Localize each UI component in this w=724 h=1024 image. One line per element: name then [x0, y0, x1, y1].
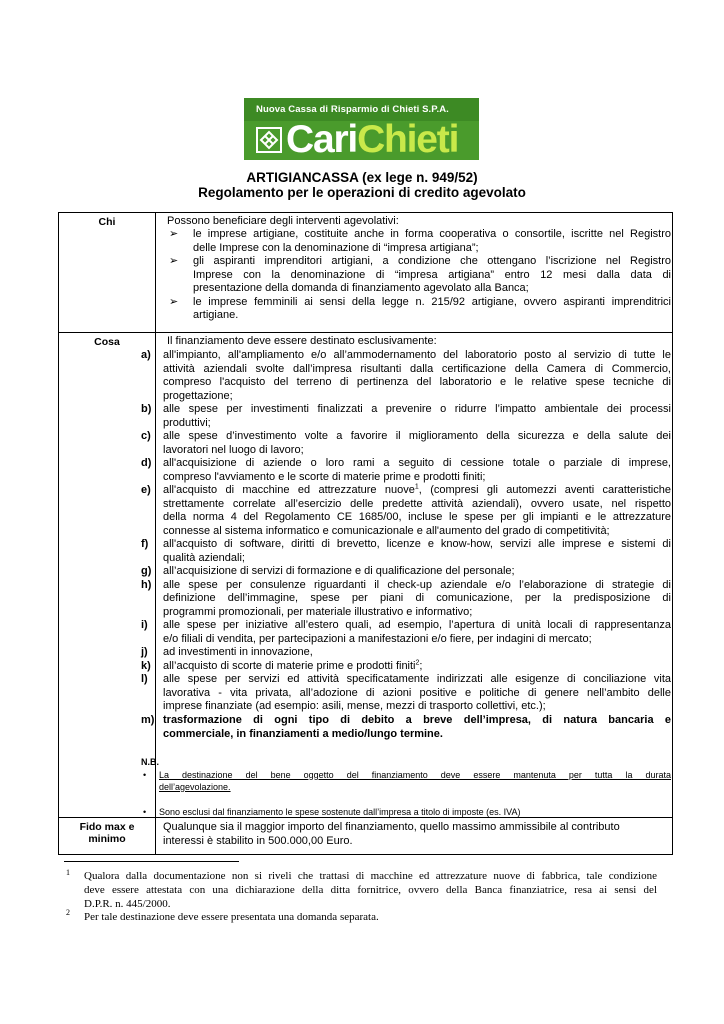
list-item: alle spese d’investimento volte a favorire il miglioramento della sicurezza e della salute dei	[163, 430, 671, 442]
list-item: alle spese per investimenti finalizzati a prevenire o ridurre l’impatto ambientale dei processi	[163, 403, 671, 415]
item-letter: k)	[141, 659, 151, 672]
list-item: alle spese per iniziative all’estero quali, ad esempio, l’apertura di unità locali di rappresentanza	[163, 619, 671, 631]
list-item: le imprese femminili ai sensi della legge n. 215/92 artigiane, ovvero aspiranti imprenditrici	[193, 295, 671, 308]
item-letter: j)	[141, 646, 148, 658]
list-item: lavoratori nel luogo di lavoro;	[163, 443, 304, 456]
page-title: ARTIGIANCASSA (ex lege n. 949/52)	[246, 170, 478, 185]
logo-subtitle: Nuova Cassa di Risparmio di Chieti S.P.A.	[256, 104, 449, 115]
footnote-ref[interactable]: 1	[414, 483, 419, 491]
nb-title: N.B.	[141, 757, 159, 767]
page-subtitle: Regolamento per le operazioni di credito agevolato	[198, 185, 526, 200]
arrow-bullet-icon: ➢	[169, 295, 179, 308]
bullet-icon: •	[143, 807, 147, 817]
row-cosa	[58, 332, 673, 818]
arrow-bullet-icon: ➢	[169, 228, 179, 240]
list-item: trasformazione di ogni tipo di debito a breve dell’impresa, di natura bancaria e	[163, 714, 671, 726]
chi-intro: Possono beneficiare degli interventi agevolativi:	[167, 215, 399, 227]
list-item: connesse al sistema informatico e comunicazionale e all'aumento del grado di competitività;	[163, 524, 610, 537]
footnote-text: Per tale destinazione deve essere presentata una domanda separata.	[84, 911, 379, 923]
footnote-text: D.P.R. n. 445/2000.	[84, 898, 171, 910]
list-item: strettamente correlate all’esercizio delle predette attività aziendali), ovvero usate, nel rispetto	[163, 497, 671, 510]
footnote-text: deve essere attestata con una dichiarazione della ditta fornitrice, ovvero della Banca finanziatrice, resa ai sensi del	[84, 884, 657, 896]
item-letter: l)	[141, 673, 148, 685]
list-item: alle spese per consulenze riguardanti il check-up aziendale e/o l’elaborazione di strategie di	[163, 578, 671, 591]
footnote-text: Qualora dalla documentazione non si riveli che trattasi di macchine ed attrezzature nuove di fabbrica, tale condizione	[84, 870, 657, 882]
list-item: definizione dell’immagine, spese per piani di comunicazione, per la predisposizione di	[163, 592, 671, 604]
item-letter: a)	[141, 349, 151, 361]
carichieti-mark-icon	[256, 127, 282, 153]
list-item: compreso l'acquisto del terreno di pertinenza del laboratorio e le relative spese tecniche di	[163, 376, 671, 388]
nb-item: La destinazione del bene oggetto del finanziamento deve essere mantenuta per tutta la durata	[159, 770, 671, 780]
list-item: commerciale, in finanziamenti a medio/lungo termine.	[163, 728, 443, 740]
list-item: compreso l'avviamento e le scorte di materie prime e prodotti finiti;	[163, 470, 486, 483]
list-item: qualità aziendali;	[163, 551, 245, 564]
fido-text: interessi è stabilito in 500.000,00 Euro.	[163, 834, 353, 847]
list-item: ad investimenti in innovazione,	[163, 646, 313, 658]
footnote-number: 2	[66, 908, 70, 917]
row-label-fido-2: minimo	[88, 833, 126, 845]
bullet-icon: •	[143, 770, 147, 780]
arrow-bullet-icon: ➢	[169, 255, 179, 267]
row-fido	[58, 817, 673, 855]
list-item: imprese finanziate (ad esempio: asili, mense, mezzi di trasporto collettivi, etc.);	[163, 700, 546, 712]
footnote-number: 1	[66, 868, 70, 877]
fido-text: Qualunque sia il maggior importo del finanziamento, quello massimo ammissibile al contributo	[163, 821, 620, 833]
item-letter: g)	[141, 565, 152, 577]
nb-item: Sono esclusi dal finanziamento le spese sostenute dall’impresa a titolo di imposte (es. IVA)	[159, 807, 521, 817]
item-letter: e)	[141, 484, 151, 496]
list-item: all’acquisto di scorte di materie prime e prodotti finiti$^2$;	[163, 658, 423, 672]
logo-name: CariChieti	[286, 118, 459, 161]
cosa-intro: Il finanziamento deve essere destinato esclusivamente:	[167, 335, 437, 347]
item-letter: c)	[141, 430, 151, 442]
list-item: delle Imprese con la denominazione di “impresa artigiana”;	[193, 241, 479, 254]
list-item: attività aziendali svolte dall’impresa risultanti dalla certificazione della Camera di Commercio,	[163, 362, 671, 375]
list-item: lavorativa - vita privata, all’adozione di azioni positive e politiche di genere nell’ambito delle	[163, 686, 671, 699]
list-item: alle spese per servizi ed attività specificatamente indirizzati alle esigenze di conciliazione vita	[163, 673, 671, 685]
item-letter: i)	[141, 619, 148, 631]
list-item: all'acquisto di software, diritti di brevetto, licenze e know-how, servizi alle imprese e sistemi di	[163, 538, 671, 550]
list-item: le imprese artigiane, costituite anche in forma cooperativa o consortile, iscritte nel Registro	[193, 228, 671, 240]
list-item: Imprese con la denominazione di “impresa artigiana” entro 12 mesi dalla data di	[193, 268, 671, 281]
list-item: artigiane.	[193, 309, 239, 321]
item-letter: h)	[141, 578, 152, 591]
item-letter: f)	[141, 538, 149, 550]
row-label-cosa: Cosa	[94, 336, 120, 348]
list-item: presentazione della domanda di finanziamento agevolato alla Banca;	[193, 282, 529, 294]
list-item: all’acquisizione di servizi di formazione e di qualificazione del personale;	[163, 565, 515, 577]
row-label-fido-1: Fido max e	[79, 821, 135, 833]
row-label-chi: Chi	[98, 216, 116, 228]
nb-item: dell’agevolazione.	[159, 782, 231, 792]
list-item: all'impianto, all'ampliamento e/o all’ammodernamento del laboratorio posto al servizio di tutte le	[163, 349, 671, 361]
item-letter: m)	[141, 714, 155, 726]
list-item: e/o filiali di vendita, per partecipazioni a manifestazioni e/o fiere, per indagini di mercato;	[163, 632, 592, 645]
footnote-ref[interactable]: 2	[415, 658, 420, 666]
list-item: programmi promozionali, per materiale illustrativo e informativo;	[163, 605, 473, 618]
list-item: gli aspiranti imprenditori artigiani, a condizione che ottengano l’iscrizione nel Registro	[193, 255, 671, 267]
item-letter: d)	[141, 457, 152, 469]
list-item: progettazione;	[163, 389, 233, 402]
item-letter: b)	[141, 403, 152, 415]
list-item: produttivi;	[163, 416, 211, 429]
row-chi	[58, 212, 673, 333]
list-item: all'acquisto di macchine ed attrezzature nuove$^1$, (compresi gli automezzi aventi caratteristiche	[163, 483, 671, 496]
logo	[244, 98, 479, 160]
footnote-separator	[64, 861, 239, 862]
list-item: della norma 4 del Regolamento CE 1685/00, incluse le spese per gli impianti e le attrezzature	[163, 511, 671, 523]
list-item: all'acquisizione di aziende o loro rami a seguito di cessione totale o parziale di imprese,	[163, 457, 671, 469]
